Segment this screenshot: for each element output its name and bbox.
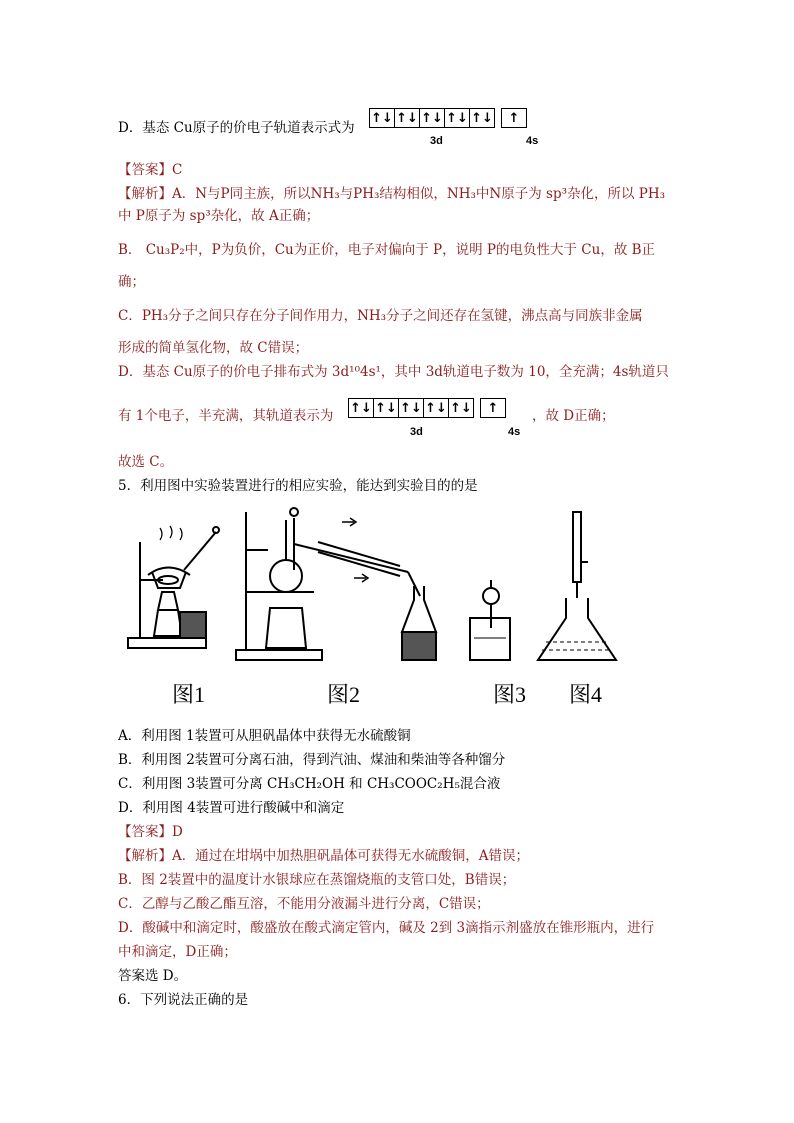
orbital-diagram-1 bbox=[369, 108, 526, 128]
q4-option-d: D．基态 Cu原子的价电子轨道表示式为 bbox=[118, 120, 355, 136]
q4-analysis-line: C．PH₃分子之间只存在分子间作用力，NH₃分子之间还存在氢键，沸点高与同族非金属 bbox=[118, 308, 643, 324]
q4-analysis-line: B． Cu₃P₂中，P为负价，Cu为正价，电子对偏向于 P，说明 P的电负性大于 Cu，故 B正 bbox=[118, 242, 656, 258]
figure-label: 图4 bbox=[569, 682, 603, 707]
q4-answer: 【答案】C bbox=[118, 162, 183, 178]
q5-option: B．利用图 2装置可分离石油，得到汽油、煤油和柴油等各种馏分 bbox=[118, 752, 506, 768]
q4-analysis-line: 形成的简单氢化物，故 C错误； bbox=[118, 340, 309, 356]
q4-analysis-line: 有 1个电子，半充满，其轨道表示为 bbox=[118, 408, 334, 424]
figure-label: 图1 bbox=[172, 682, 206, 707]
orbital-3d-box: ↑↓ bbox=[448, 398, 474, 418]
orbital-3d-box: ↑↓ bbox=[469, 108, 495, 128]
q5-analysis-line: 中和滴定，D正确； bbox=[118, 944, 237, 960]
q5-option: C．利用图 3装置可分离 CH₃CH₂OH 和 CH₃COOC₂H₅混合液 bbox=[118, 776, 501, 792]
q5-analysis-line: 【解析】A．通过在坩埚中加热胆矾晶体可获得无水硫酸铜，A错误； bbox=[118, 848, 529, 864]
q4-analysis-line: ，故 D正确； bbox=[532, 408, 615, 424]
orbital-3d-label: 3d bbox=[410, 426, 423, 438]
figure-label: 图2 bbox=[327, 682, 361, 707]
q4-analysis-line: 【解析】A．N与P同主族，所以NH₃与PH₃结构相似，NH₃中N原子为 sp³杂化，所以 PH₃ bbox=[118, 186, 666, 202]
orbital-3d-box: ↑↓ bbox=[444, 108, 470, 128]
orbital-3d-box: ↑↓ bbox=[348, 398, 374, 418]
orbital-4s-label: 4s bbox=[508, 426, 521, 438]
orbital-diagram-2 bbox=[348, 398, 505, 418]
orbital-3d-box: ↑↓ bbox=[394, 108, 420, 128]
orbital-4s-box: ↑ bbox=[480, 398, 506, 418]
q5-conclusion: 答案选 D。 bbox=[118, 968, 188, 984]
q5-analysis-line: D．酸碱中和滴定时，酸盛放在酸式滴定管内，碱及 2到 3滴指示剂盛放在锥形瓶内，进行 bbox=[118, 920, 655, 936]
orbital-3d-label: 3d bbox=[430, 135, 443, 147]
orbital-3d-box: ↑↓ bbox=[419, 108, 445, 128]
q5-analysis-line: C．乙醇与乙酸乙酯互溶，不能用分液漏斗进行分离，C错误； bbox=[118, 896, 490, 912]
orbital-4s-label: 4s bbox=[526, 135, 539, 147]
q4-analysis-line: 中 P原子为 sp³杂化，故 A正确； bbox=[118, 208, 320, 224]
orbital-4s-box: ↑ bbox=[501, 108, 527, 128]
q4-analysis-line: D．基态 Cu原子的价电子排布式为 3d¹⁰4s¹，其中 3d轨道电子数为 10，全充满；4s轨道只 bbox=[118, 364, 669, 380]
q5-option: A．利用图 1装置可从胆矾晶体中获得无水硫酸铜 bbox=[118, 728, 411, 744]
q5-answer: 【答案】D bbox=[118, 824, 183, 840]
q5-analysis-line: B．图 2装置中的温度计水银球应在蒸馏烧瓶的支管口处，B错误； bbox=[118, 872, 516, 888]
q6-stem: 6．下列说法正确的是 bbox=[118, 992, 249, 1008]
orbital-3d-box: ↑↓ bbox=[423, 398, 449, 418]
orbital-3d-box: ↑↓ bbox=[373, 398, 399, 418]
q5-stem: 5．利用图中实验装置进行的相应实验，能达到实验目的的是 bbox=[118, 478, 478, 494]
orbital-3d-box: ↑↓ bbox=[369, 108, 395, 128]
q4-analysis-line: 确； bbox=[118, 274, 145, 290]
orbital-3d-box: ↑↓ bbox=[398, 398, 424, 418]
figure-label: 图3 bbox=[493, 682, 527, 707]
q4-analysis-line: 故选 C。 bbox=[118, 454, 174, 470]
lab-apparatus-figure bbox=[118, 500, 628, 672]
q5-option: D．利用图 4装置可进行酸碱中和滴定 bbox=[118, 800, 345, 816]
